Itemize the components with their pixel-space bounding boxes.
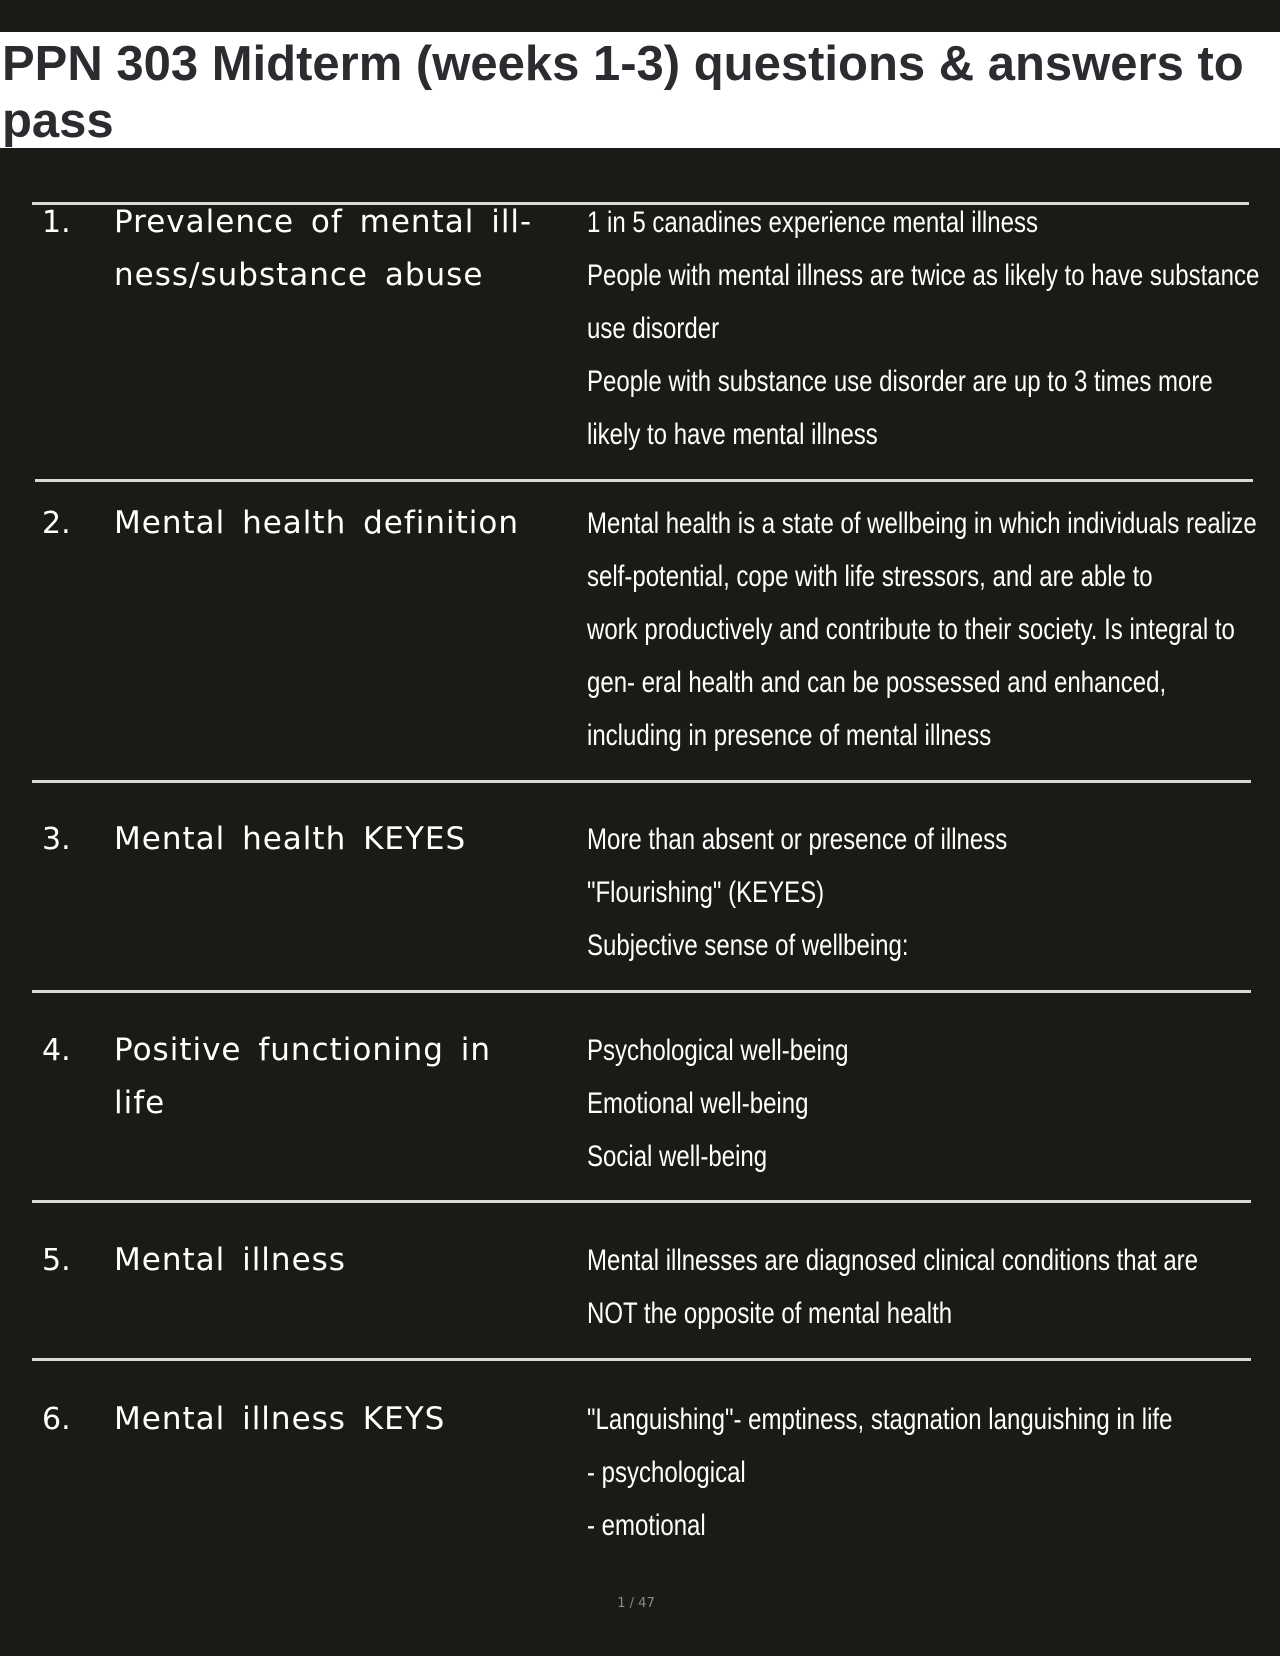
row-divider: [32, 990, 1251, 993]
answer-line: self-potential, cope with life stressors, and are able to: [587, 560, 1153, 593]
question-number: 3.: [42, 822, 71, 857]
answer-line: Emotional well-being: [587, 1087, 809, 1120]
title-bar: [0, 32, 1280, 148]
answer-line: including in presence of mental illness: [587, 719, 992, 752]
answer-text: [587, 1393, 1173, 1552]
answer-line: NOT the opposite of mental health: [587, 1297, 953, 1330]
answer-text: [587, 1234, 1199, 1340]
answer-line: "Flourishing" (KEYES): [587, 876, 825, 909]
question-number: 6.: [42, 1402, 71, 1437]
document-title: PPN 303 Midterm (weeks 1-3) questions & answers to pass: [2, 37, 1244, 148]
question-term: Mental illness: [114, 1242, 346, 1278]
question-term: Mental health KEYES: [114, 821, 467, 857]
question-number: 2.: [42, 506, 71, 541]
row-divider: [35, 479, 1253, 482]
row-divider: [32, 780, 1251, 783]
answer-text: [587, 1024, 1131, 1183]
answer-line: Social well-being: [587, 1140, 768, 1173]
answer-line: More than absent or presence of illness: [587, 823, 1008, 856]
answer-line: Mental health is a state of wellbeing in which individuals realize: [587, 507, 1257, 540]
answer-line: work productively and contribute to their society. Is integral to: [587, 613, 1235, 646]
answer-line: - psychological: [587, 1456, 746, 1489]
answer-text: [587, 813, 1131, 972]
page-indicator: 1 / 47: [617, 1596, 655, 1611]
answer-line: use disorder: [587, 312, 720, 345]
answer-line: Mental illnesses are diagnosed clinical conditions that are: [587, 1244, 1199, 1277]
answer-line: 1 in 5 canadines experience mental illness: [587, 206, 1038, 239]
question-term: Positive functioning in life: [114, 1032, 492, 1121]
answer-line: People with substance use disorder are up to 3 times more: [587, 365, 1213, 398]
answer-line: Subjective sense of wellbeing:: [587, 929, 909, 962]
answer-line: People with mental illness are twice as likely to have substance: [587, 259, 1260, 292]
question-number: 1.: [42, 205, 71, 240]
question-number: 4.: [42, 1033, 71, 1068]
question-term: Mental health definition: [114, 505, 519, 541]
answer-line: likely to have mental illness: [587, 418, 878, 451]
answer-text: [587, 196, 1260, 461]
answer-line: gen- eral health and can be possessed and enhanced,: [587, 666, 1167, 699]
row-divider: [32, 1200, 1251, 1203]
question-term: Prevalence of mental ill- ness/substance abuse: [114, 204, 533, 293]
top-strip: [0, 0, 1280, 32]
row-divider: [32, 1358, 1251, 1361]
answer-text: [587, 497, 1257, 762]
answer-line: "Languishing"- emptiness, stagnation languishing in life: [587, 1403, 1173, 1436]
question-number: 5.: [42, 1243, 71, 1278]
answer-line: Psychological well-being: [587, 1034, 849, 1067]
question-term: Mental illness KEYS: [114, 1401, 446, 1437]
answer-line: - emotional: [587, 1509, 706, 1542]
